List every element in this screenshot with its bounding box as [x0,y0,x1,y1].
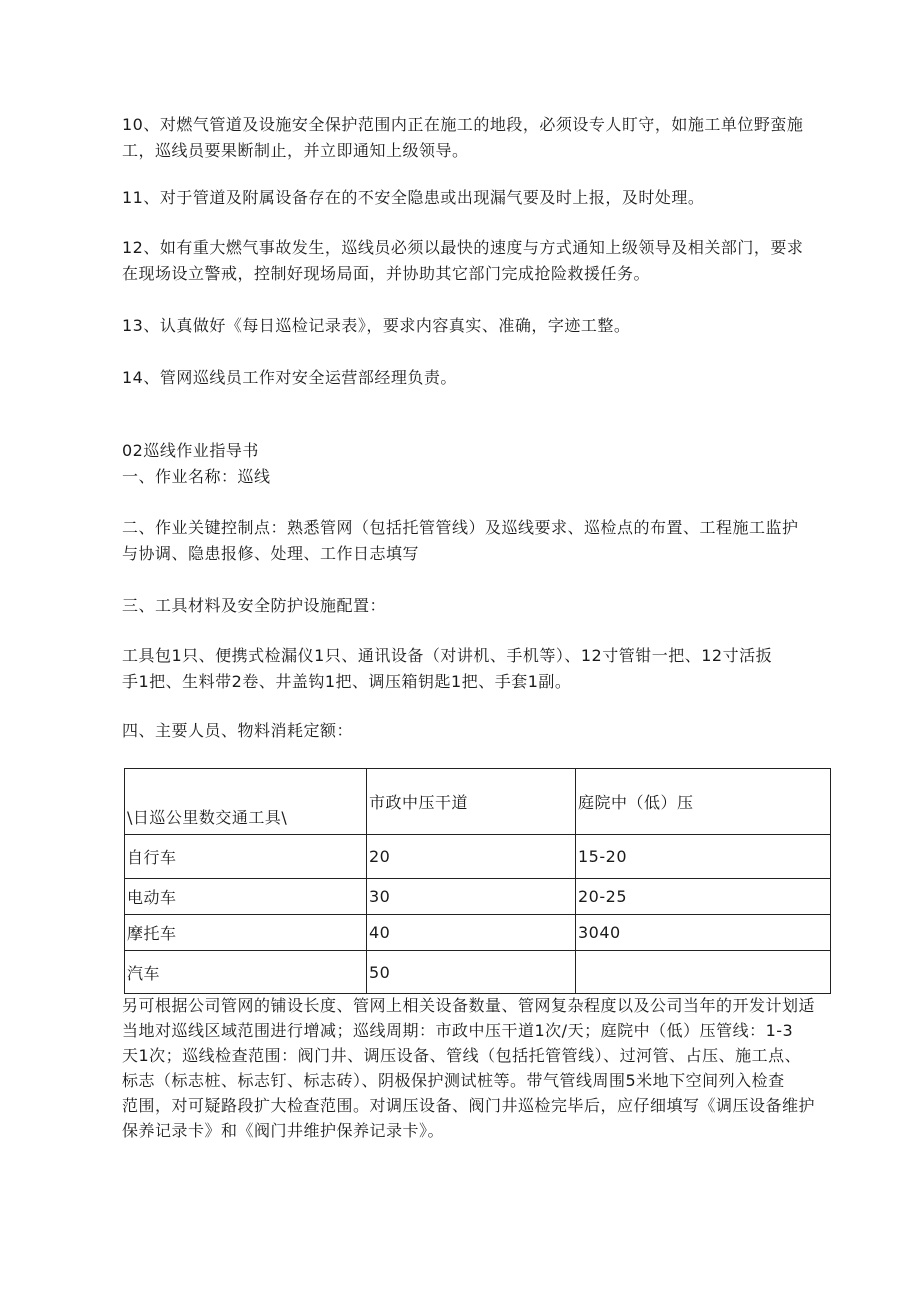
table-row [125,951,831,994]
item-10 [122,112,842,164]
table-cell: 30 [367,879,576,915]
operation-name: 一、作业名称：巡线 [122,467,271,486]
section-heading [122,438,842,490]
quota-table [124,768,831,994]
text-line: 12、如有重大燃气事故发生，巡线员必须以最快的速度与方式通知上级领导及相关部门，要求 [122,238,804,257]
text-line: 三、工具材料及安全防护设施配置： [122,596,387,615]
table-header-row [125,769,831,835]
text-line: 范围，对可疑路段扩大检查范围。对调压设备、阀门井巡检完毕后，应仔细填写《调压设备维护 [122,1096,816,1115]
table-cell [576,951,831,994]
text-line: 13、认真做好《每日巡检记录表》，要求内容真实、准确，字迹工整。 [122,316,631,335]
notes-paragraph [122,993,842,1143]
text-line: 标志（标志桩、标志钉、标志砖）、阴极保护测试桩等。带气管线周围5米地下空间列入检查 [122,1071,785,1090]
table-cell: 摩托车 [125,915,367,951]
text-line: 手1把、生料带2卷、井盖钩1把、调压箱钥匙1把、手套1副。 [122,672,572,691]
text-line: 另可根据公司管网的铺设长度、管网上相关设备数量、管网复杂程度以及公司当年的开发计划适 [122,996,816,1015]
text-line: 天1次；巡线检查范围：阀门井、调压设备、管线（包括托管管线）、过河管、占压、施工点、 [122,1046,802,1065]
text-line: 14、管网巡线员工作对安全运营部经理负责。 [122,368,457,387]
section-title: 02巡线作业指导书 [122,441,259,460]
header-cell-diagonal: \日巡公里数交通工具\ [125,769,367,835]
text-line: 当地对巡线区域范围进行增减；巡线周期：市政中压干道1次/天；庭院中（低）压管线：1-3 [122,1021,794,1040]
item-12 [122,235,842,287]
header-cell-municipal: 市政中压干道 [367,769,576,835]
table-cell: 50 [367,951,576,994]
table-row [125,879,831,915]
text-line: 与协调、隐患报修、处理、工作日志填写 [122,544,420,563]
quota-heading [122,718,842,744]
text-line: 11、对于管道及附属设备存在的不安全隐患或出现漏气要及时上报，及时处理。 [122,188,705,207]
table-cell: 电动车 [125,879,367,915]
table-cell: 15-20 [576,835,831,879]
table-row [125,915,831,951]
text-line: 二、作业关键控制点：熟悉管网（包括托管管线）及巡线要求、巡检点的布置、工程施工监护 [122,518,799,537]
table-row [125,835,831,879]
item-11 [122,185,842,211]
key-control-points [122,515,842,567]
text-line: 工具包1只、便携式检漏仪1只、通讯设备（对讲机、手机等）、12寸管钳一把、12寸活扳 [122,646,773,665]
table-cell: 20-25 [576,879,831,915]
text-line: 四、主要人员、物料消耗定额： [122,721,354,740]
tools-heading [122,593,842,619]
tools-list [122,643,842,695]
table-cell: 40 [367,915,576,951]
table-cell: 20 [367,835,576,879]
table-cell: 汽车 [125,951,367,994]
item-13 [122,313,842,339]
table-cell: 自行车 [125,835,367,879]
text-line: 工，巡线员要果断制止，并立即通知上级领导。 [122,141,469,160]
header-cell-courtyard: 庭院中（低）压 [576,769,831,835]
text-line: 10、对燃气管道及设施安全保护范围内正在施工的地段，必须设专人盯守，如施工单位野蛮施 [122,115,804,134]
text-line: 在现场设立警戒，控制好现场局面，并协助其它部门完成抢险救援任务。 [122,264,651,283]
text-line: 保养记录卡》和《阀门井维护保养记录卡》。 [122,1121,445,1140]
item-14 [122,365,842,391]
table-cell: 3040 [576,915,831,951]
